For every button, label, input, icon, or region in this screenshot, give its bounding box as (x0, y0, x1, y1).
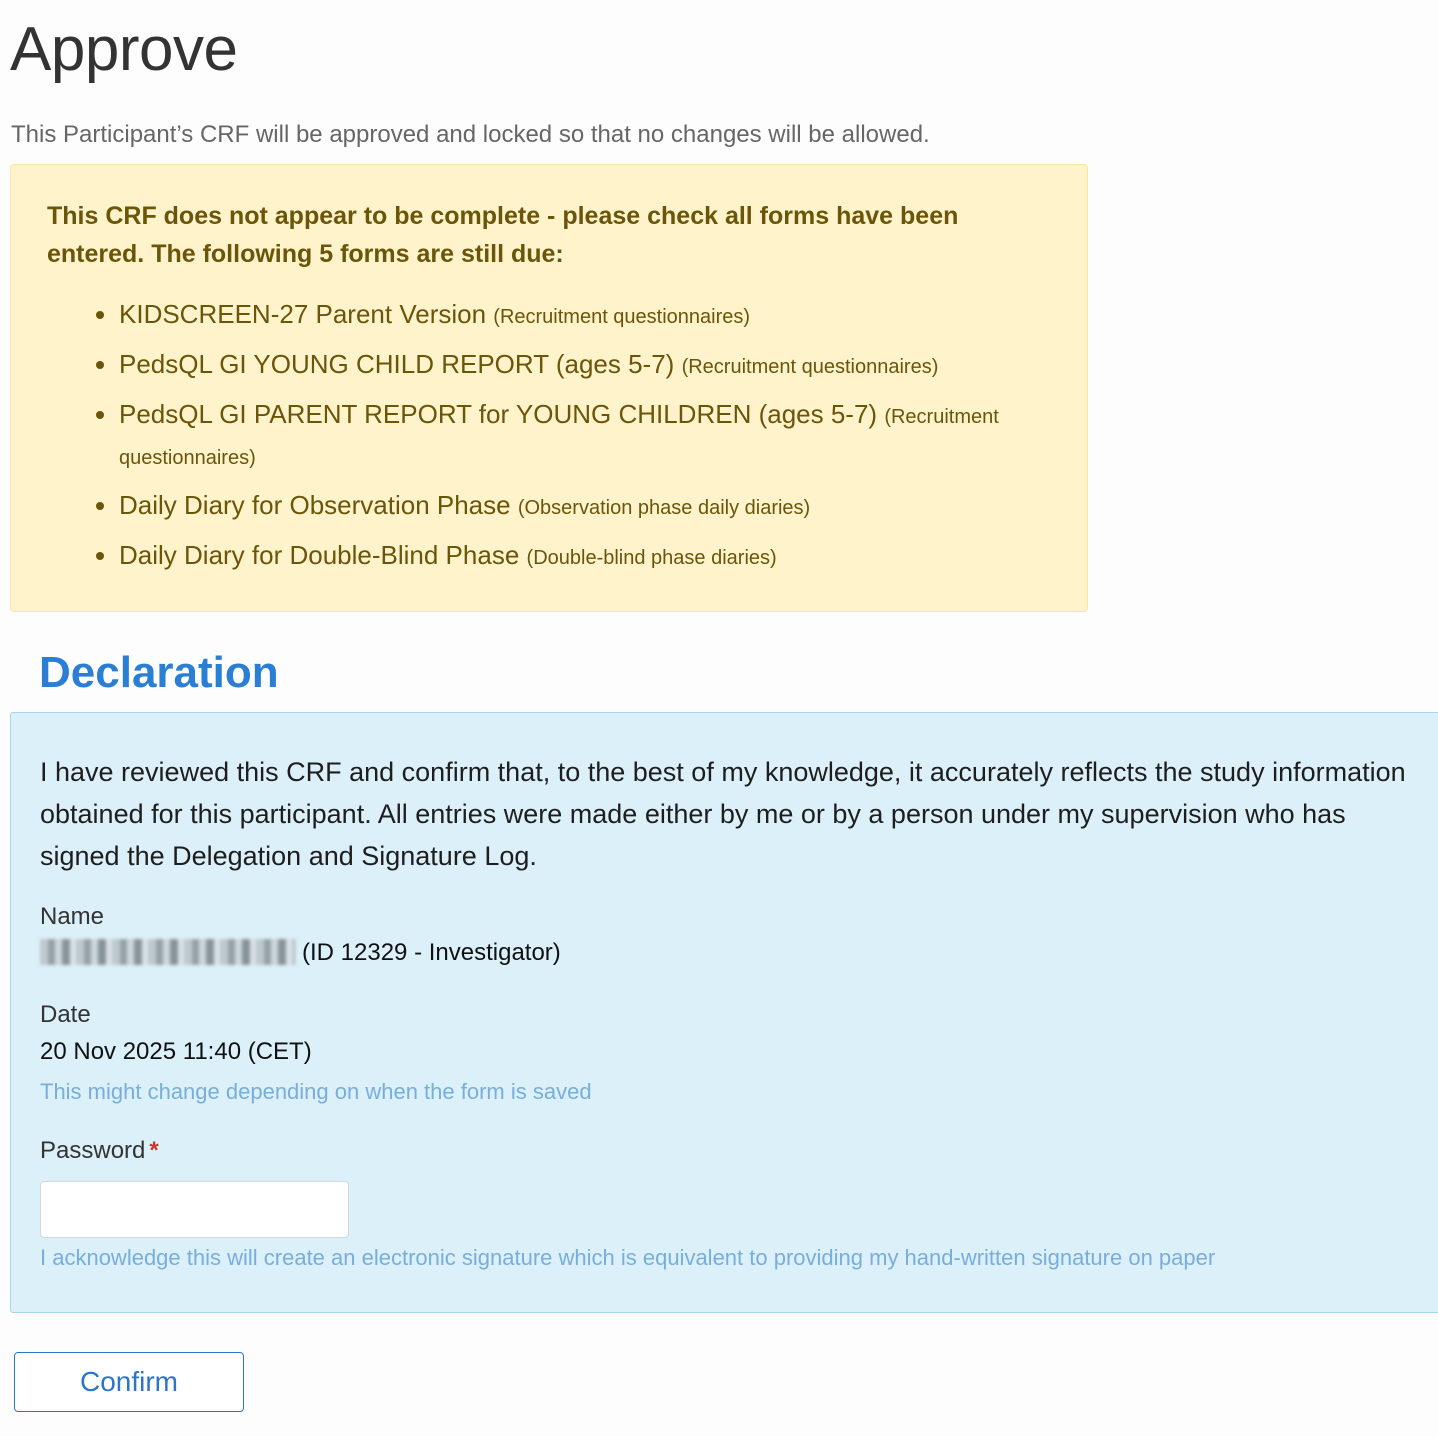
form-name: KIDSCREEN-27 Parent Version (119, 299, 487, 329)
required-indicator: * (149, 1137, 159, 1164)
form-name: Daily Diary for Double-Blind Phase (119, 540, 520, 570)
incomplete-crf-warning (10, 164, 1088, 612)
name-value (40, 939, 561, 967)
investigator-id: (ID 12329 - Investigator) (302, 939, 561, 966)
declaration-title: Declaration (39, 648, 279, 697)
form-group: (Double-blind phase diaries) (526, 547, 777, 569)
declaration-statement: I have reviewed this CRF and confirm that, to the best of my knowledge, it accurately reflects the study information obtained for this participant. All entries were made either by me or by a person under my supervision who has signed the Delegation and Signature Log. (40, 757, 1406, 871)
warning-heading: This CRF does not appear to be complete - please check all forms have been entered. The following 5 forms are still due: (47, 202, 959, 268)
password-field[interactable] (40, 1181, 349, 1238)
date-hint: This might change depending on when the form is saved (40, 1079, 592, 1104)
name-label: Name (40, 903, 105, 930)
form-group: (Recruitment questionnaires) (681, 356, 939, 378)
date-label: Date (40, 1001, 91, 1028)
date-value: 20 Nov 2025 11:40 (CET) (40, 1038, 312, 1065)
form-group: (Observation phase daily diaries) (517, 497, 811, 519)
password-label (40, 1137, 159, 1165)
list-item (119, 345, 1051, 386)
page-title: Approve (10, 15, 238, 84)
declaration-panel (10, 712, 1438, 1313)
intro-text: This Participant’s CRF will be approved and locked so that no changes will be allowed. (11, 121, 930, 148)
due-forms-list (47, 295, 1051, 577)
form-name: PedsQL GI PARENT REPORT for YOUNG CHILDREN (ages 5-7) (119, 399, 878, 429)
confirm-button[interactable]: Confirm (14, 1352, 244, 1412)
password-label-text: Password (40, 1137, 146, 1164)
list-item (119, 395, 1051, 477)
list-item (119, 295, 1051, 336)
list-item (119, 486, 1051, 527)
form-group: (Recruitment questionnaires) (493, 306, 751, 328)
form-group: (Recruitment questionnaires) (119, 406, 999, 469)
form-name: Daily Diary for Observation Phase (119, 490, 511, 520)
form-name: PedsQL GI YOUNG CHILD REPORT (ages 5-7) (119, 349, 675, 379)
list-item (119, 536, 1051, 577)
redacted-name (40, 939, 296, 965)
signature-acknowledgement: I acknowledge this will create an electronic signature which is equivalent to providing my hand-written signature on paper (40, 1245, 1216, 1270)
